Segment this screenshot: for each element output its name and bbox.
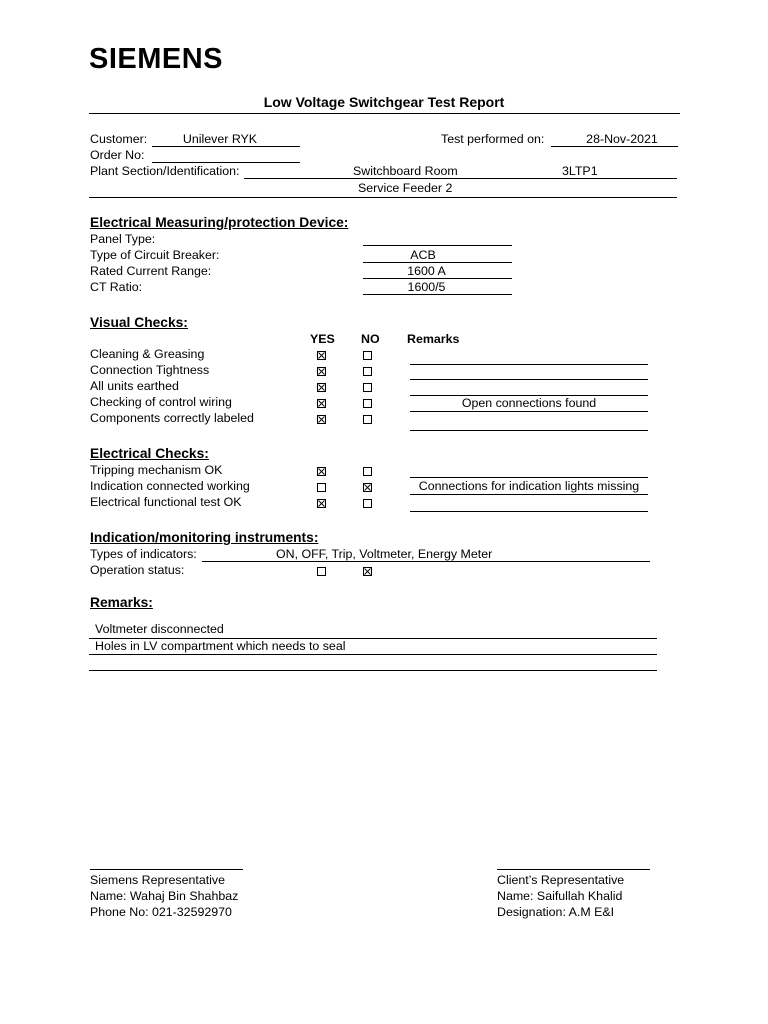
electrical-row-label: Tripping mechanism OK [90, 463, 223, 477]
indicator-types-label: Types of indicators: [90, 547, 197, 561]
checkbox-yes[interactable] [317, 467, 326, 476]
col-no-header: NO [361, 332, 380, 346]
checkbox-no[interactable] [363, 351, 372, 360]
plant-line [244, 178, 677, 179]
checkbox-yes[interactable] [317, 399, 326, 408]
test-date-value: 28-Nov-2021 [586, 132, 658, 146]
checkbox-no[interactable] [363, 399, 372, 408]
siemens-rep-role: Siemens Representative [90, 873, 225, 887]
visual-row-label: All units earthed [90, 379, 179, 393]
breaker-type-line [363, 262, 512, 263]
panel-type-label: Panel Type: [90, 232, 156, 246]
plant-value-room: Switchboard Room [353, 164, 458, 178]
visual-row-label: Cleaning & Greasing [90, 347, 205, 361]
col-yes-header: YES [310, 332, 335, 346]
remark-line [410, 364, 648, 365]
check-x-icon [318, 400, 325, 407]
ct-ratio-line [363, 294, 512, 295]
remark-line [89, 654, 657, 655]
visual-heading: Visual Checks: [90, 315, 188, 330]
order-line [152, 162, 300, 163]
checkbox-yes[interactable] [317, 499, 326, 508]
ct-ratio-value: 1600/5 [407, 280, 446, 294]
test-date-line [551, 146, 678, 147]
client-rep-designation: Designation: A.M E&I [497, 905, 615, 919]
check-x-icon [318, 468, 325, 475]
visual-remark: Open connections found [461, 396, 597, 410]
breaker-type-label: Type of Circuit Breaker: [90, 248, 220, 262]
operation-status-label: Operation status: [90, 563, 185, 577]
client-rep-role: Client’s Representative [497, 873, 625, 887]
col-remarks-header: Remarks [407, 332, 460, 346]
rated-current-line [363, 278, 512, 279]
checkbox-no[interactable] [363, 467, 372, 476]
title-divider [89, 113, 680, 114]
siemens-logo: SIEMENS [89, 43, 224, 75]
electrical-heading: Electrical Checks: [90, 446, 209, 461]
remark-line [410, 430, 648, 431]
checkbox-yes[interactable] [317, 367, 326, 376]
plant-label: Plant Section/Identification: [90, 164, 240, 178]
rated-current-value: 1600 A [407, 264, 446, 278]
checkbox-no[interactable] [363, 499, 372, 508]
client-signature-line [497, 869, 650, 870]
ct-ratio-label: CT Ratio: [90, 280, 143, 294]
device-heading: Electrical Measuring/protection Device: [90, 215, 349, 230]
visual-row-label: Checking of control wiring [90, 395, 232, 409]
checkbox-no[interactable] [363, 483, 372, 492]
checkbox-yes[interactable] [317, 415, 326, 424]
remark-line [410, 511, 648, 512]
test-date-label: Test performed on: [441, 132, 545, 146]
remark-text: Holes in LV compartment which needs to seal [95, 639, 346, 653]
indicator-types-line [202, 561, 650, 562]
check-x-icon [318, 416, 325, 423]
electrical-remark: Connections for indication lights missing [418, 479, 640, 493]
header-bottom-line [89, 197, 677, 198]
rated-current-label: Rated Current Range: [90, 264, 212, 278]
check-x-icon [318, 352, 325, 359]
checkbox-yes[interactable] [317, 567, 326, 576]
remark-line [410, 494, 648, 495]
remark-line [410, 477, 648, 478]
indication-heading: Indication/monitoring instruments: [90, 530, 319, 545]
checkbox-no[interactable] [363, 567, 372, 576]
siemens-rep-name: Name: Wahaj Bin Shahbaz [90, 889, 239, 903]
electrical-row-label: Indication connected working [90, 479, 250, 493]
checkbox-no[interactable] [363, 415, 372, 424]
check-x-icon [364, 568, 371, 575]
report-title: Low Voltage Switchgear Test Report [263, 94, 505, 110]
remark-line [89, 670, 657, 671]
indicator-types-value: ON, OFF, Trip, Voltmeter, Energy Meter [276, 547, 493, 561]
siemens-rep-phone: Phone No: 021-32592970 [90, 905, 232, 919]
remarks-heading: Remarks: [90, 595, 153, 610]
check-x-icon [364, 484, 371, 491]
remark-line [410, 411, 648, 412]
remark-line [410, 379, 648, 380]
customer-value: Unilever RYK [182, 132, 258, 146]
panel-type-line [363, 245, 512, 246]
check-x-icon [318, 500, 325, 507]
checkbox-no[interactable] [363, 383, 372, 392]
electrical-row-label: Electrical functional test OK [90, 495, 242, 509]
check-x-icon [318, 384, 325, 391]
breaker-type-value: ACB [410, 248, 436, 262]
plant-value-feeder: Service Feeder 2 [358, 181, 453, 195]
visual-row-label: Connection Tightness [90, 363, 210, 377]
customer-label: Customer: [90, 132, 148, 146]
siemens-signature-line [90, 869, 243, 870]
client-rep-name: Name: Saifullah Khalid [497, 889, 623, 903]
customer-line [152, 146, 300, 147]
checkbox-yes[interactable] [317, 351, 326, 360]
checkbox-no[interactable] [363, 367, 372, 376]
checkbox-yes[interactable] [317, 483, 326, 492]
checkbox-yes[interactable] [317, 383, 326, 392]
check-x-icon [318, 368, 325, 375]
remark-text: Voltmeter disconnected [95, 622, 224, 636]
plant-value-id: 3LTP1 [562, 164, 598, 178]
visual-row-label: Components correctly labeled [90, 411, 254, 425]
order-label: Order No: [90, 148, 145, 162]
